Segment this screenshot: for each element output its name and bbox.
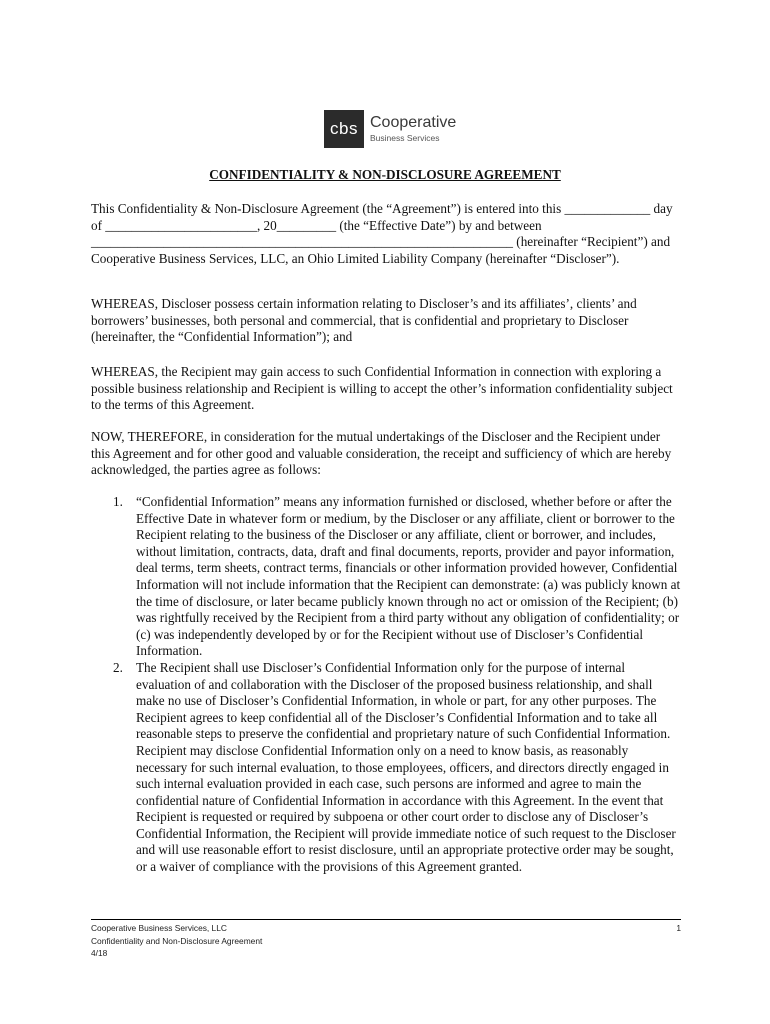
paragraph: NOW, THEREFORE, in consideration for the mutual undertakings of the Discloser and the Recipient under this Agreement and for other good and valuable consideration, the receipt and sufficiency of which are hereby acknowledged, the parties agree as follows: [91,429,672,478]
logo-subtitle: Business Services [370,133,440,144]
paragraph: WHEREAS, Discloser possess certain information relating to Discloser’s and its affiliates’, clients’ and borrowers’ businesses, both personal and commercial, that is confidential and proprietary to Discloser (hereinafter, the “Confidential Information”); and [91,296,637,345]
footer-date: 4/18 [91,948,108,958]
intro-paragraph [91,201,681,267]
footer-company: Cooperative Business Services, LLC [91,923,227,933]
item-number: 1. [113,494,123,509]
paragraph: WHEREAS, the Recipient may gain access to such Confidential Information in connection with exploring a possible business relationship and Recipient is willing to accept the other’s information confidentiality subject to the terms of this Agreement. [91,364,673,413]
footer-document-name: Confidentiality and Non-Disclosure Agreement [91,935,263,946]
numbered-clauses [91,494,681,876]
page-footer [91,922,681,960]
logo-wordmark [370,115,456,143]
footer-divider [91,919,681,920]
paragraph: This Confidentiality & Non-Disclosure Agreement (the “Agreement”) is entered into this _____________ day of _______________________, 20_________ (the “Effective Date”) by and between ________________________________________________________________ (hereinafter “Recipient”) and Cooperative Business Services, LLC, an Ohio Limited Liability Company (hereinafter “Discloser”). [91,201,673,266]
document-title: CONFIDENTIALITY & NON-DISCLOSURE AGREEMENT [209,167,561,182]
list-item [91,494,681,660]
list-item [91,660,681,876]
whereas-paragraph-1 [91,296,681,346]
logo-name: Cooperative [370,114,457,132]
item-text: The Recipient shall use Discloser’s Confidential Information only for the purpose of internal evaluation of and collaboration with the Discloser of the proposed business relationship, and shall make no use of Discloser’s Confidential Information, in whole or part, for any other purposes. The Recipient agrees to keep confidential all of the Discloser’s Confidential Information and to take all reasonable steps to preserve the confidential and proprietary nature of such Confidential Information. Recipient may disclose Confidential Information only on a need to know basis, as reasonably necessary for such internal evaluation, to those employees, officers, and directors directly engaged in such internal evaluation provided in each case, such persons are informed and agree to main the confidential nature of Confidential Information in accordance with this Agreement. In the event that Recipient is requested or required by subpoena or other court order to disclose any of Discloser’s Confidential Information, the Recipient will provide immediate notice of such request to the Discloser and will use reasonable effort to resist disclosure, until an appropriate protective order may be sought, or a waiver of compliance with the provisions of this Agreement granted. [136,659,676,875]
company-logo [324,110,456,148]
now-therefore-paragraph [91,429,681,479]
page-number: 1 [676,923,681,933]
item-text: “Confidential Information” means any information furnished or disclosed, whether before or after the Effective Date in whatever form or medium, by the Discloser or any affiliate, client or borrower to the Recipient relating to the business of the Discloser or any affiliate, client or borrower, and includes, without limitation, contracts, data, draft and final documents, reports, provider and payor information, deal terms, term sheets, contract terms, financials or other information provided however, Confidential Information will not include information that the Recipient can demonstrate: (a) was publicly known at the time of disclosure, or later became publicly known through no act or omission of the Recipient; (b) was rightfully received by the Recipient from a third party without any obligation of confidentiality; or (c) was independently developed by or for the Recipient without use of Discloser’s Confidential Information. [136,494,681,659]
whereas-paragraph-2 [91,364,681,414]
logo-mark: cbs [324,110,364,148]
item-number: 2. [113,659,123,675]
